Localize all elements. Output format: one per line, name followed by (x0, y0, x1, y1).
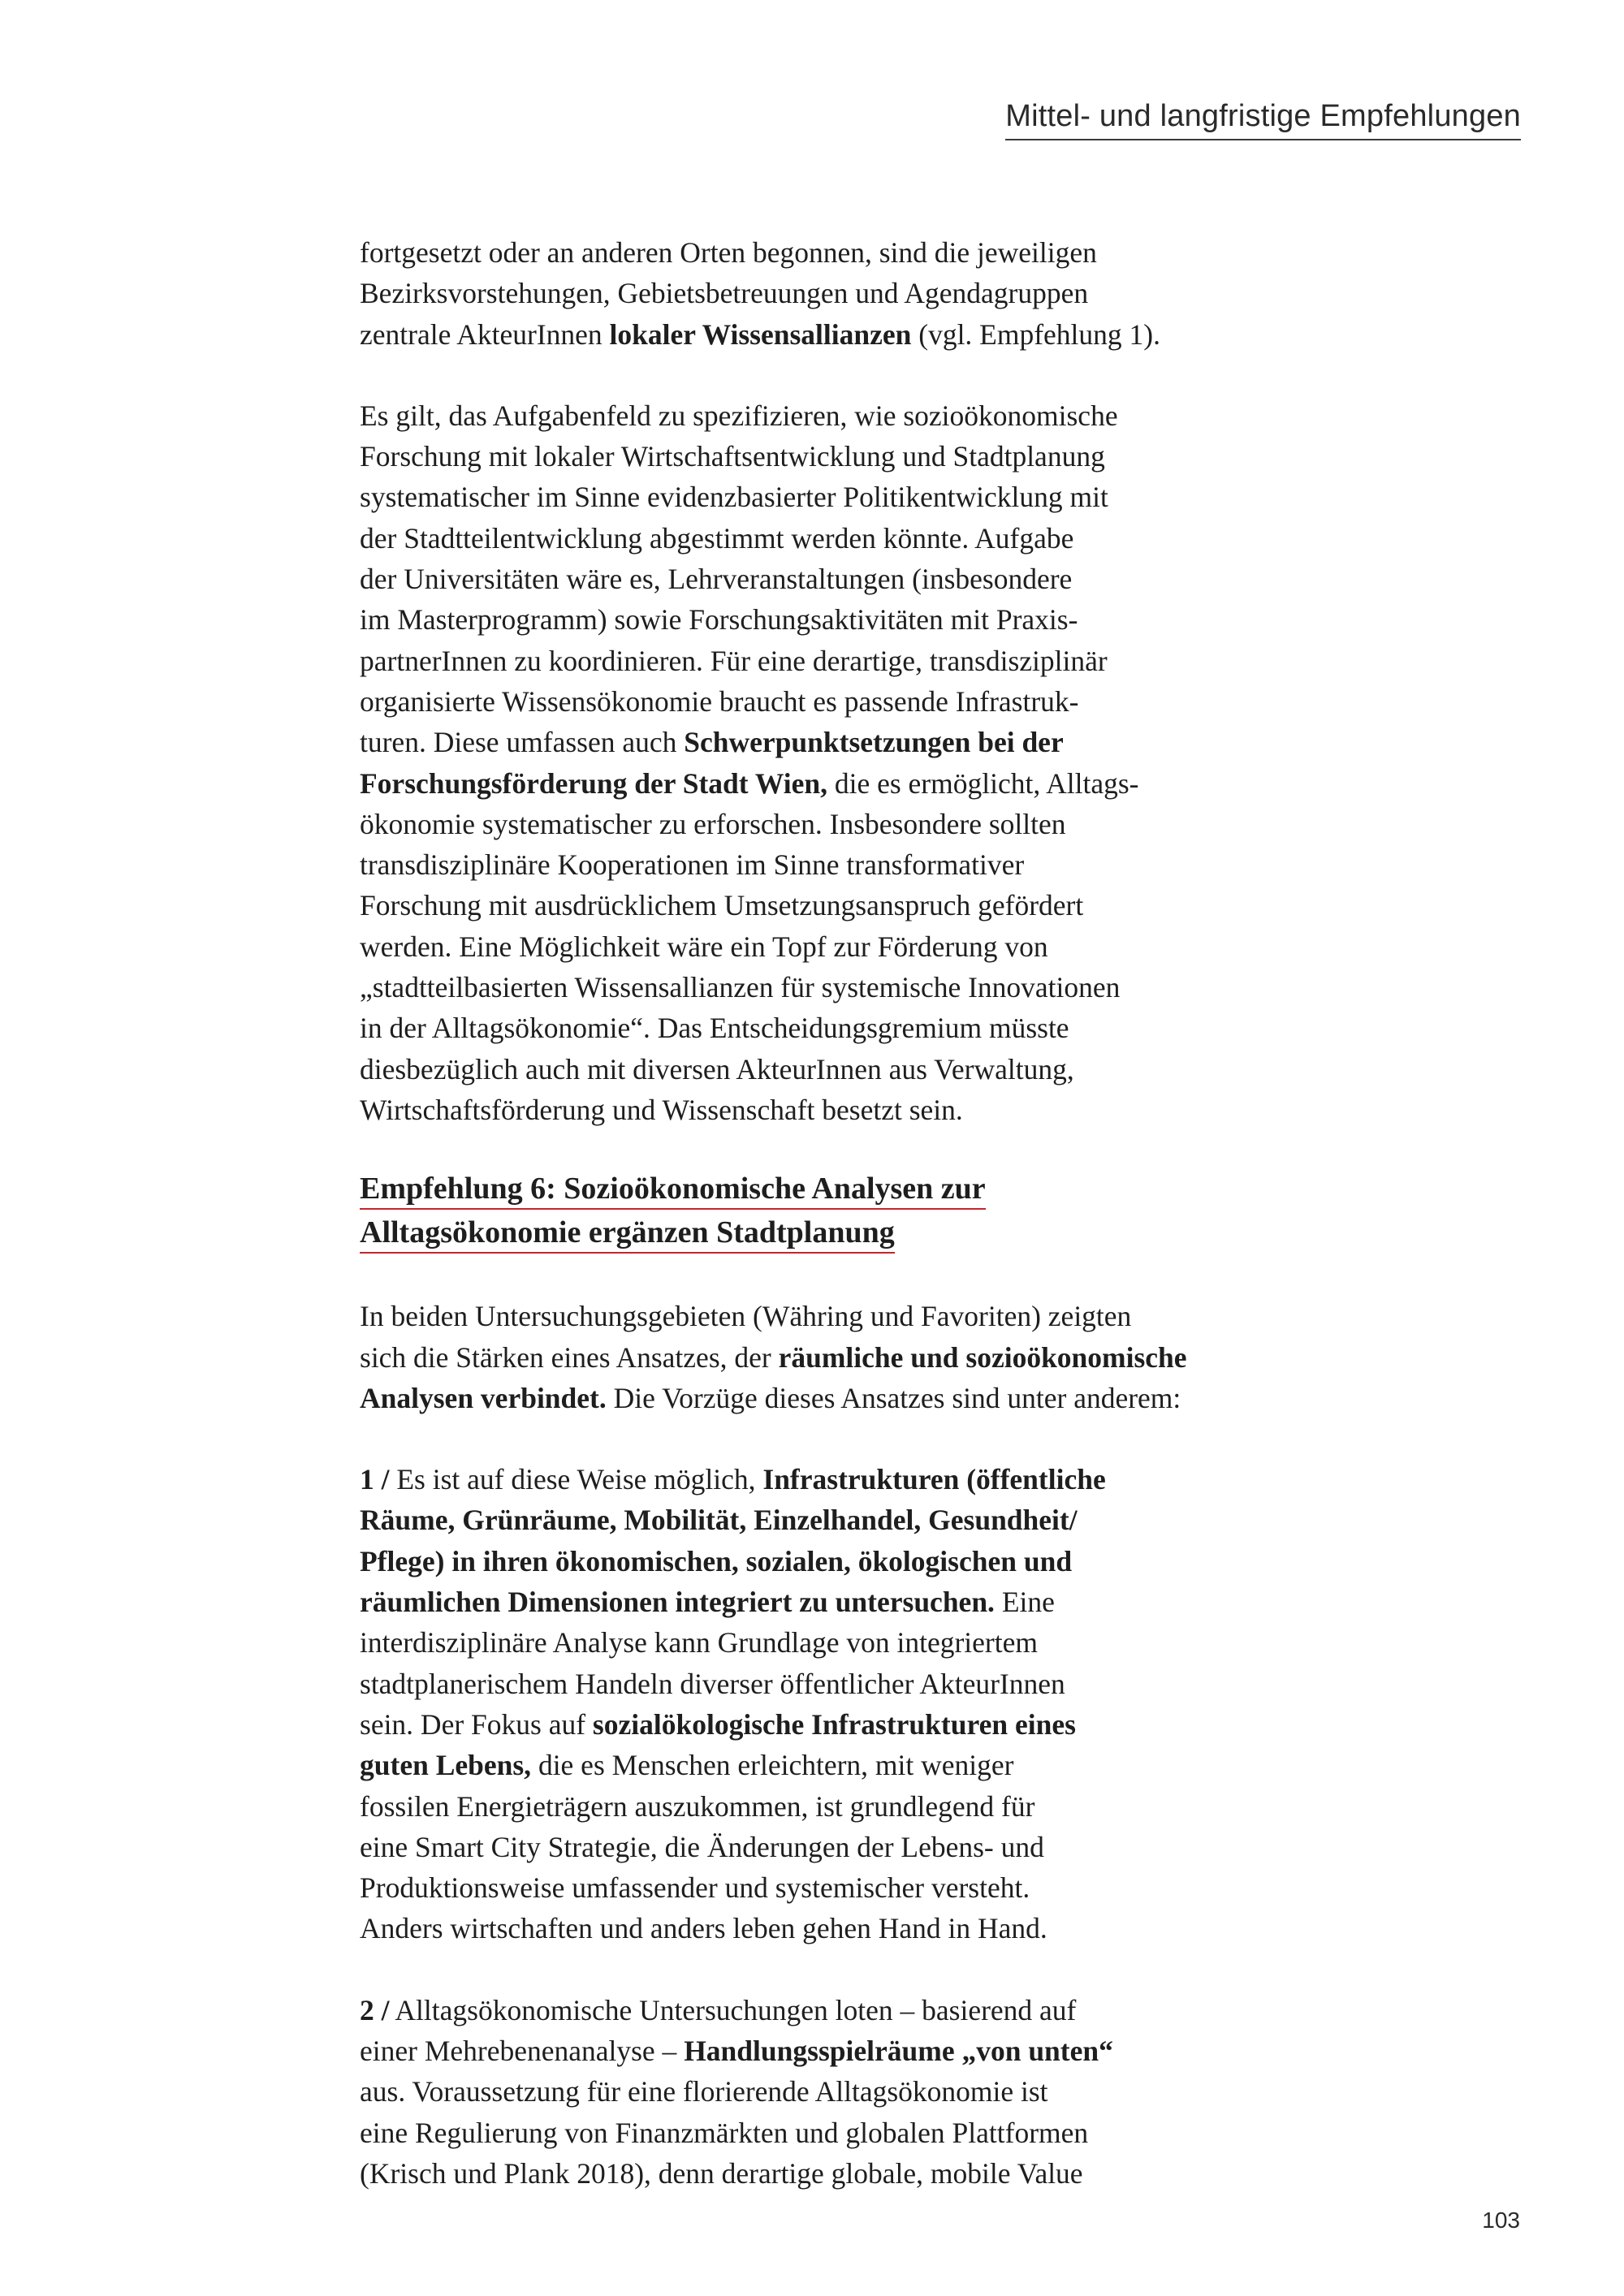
text-line (360, 2031, 1318, 2071)
bold-term: Forschungsförderung der Stadt Wien, (360, 766, 827, 800)
paragraph (360, 1296, 1318, 1418)
text-line: eine Smart City Strategie, die Änderungen der Lebens- und (360, 1830, 1044, 1863)
text-segment: sein. Der Fokus auf (360, 1707, 593, 1741)
point-number: 2 / (360, 1993, 390, 2026)
bold-term: Pflege) in ihren ökonomischen, sozialen, ökologischen und (360, 1544, 1073, 1577)
text-line: aus. Voraussetzung für eine florierende Alltagsökonomie ist (360, 2075, 1048, 2108)
text-line (360, 1500, 1318, 1540)
running-header-title: Mittel- und langfristige Empfehlungen (1005, 99, 1521, 140)
text-segment: (vgl. Empfehlung 1). (911, 317, 1160, 351)
text-line (360, 1745, 1318, 1785)
section-heading (360, 1171, 1318, 1254)
text-line: Wirtschaftsförderung und Wissenschaft besetzt sein. (360, 1093, 963, 1126)
text-line (360, 722, 1318, 762)
text-line (360, 1990, 1318, 2031)
bold-term: Handlungsspielräume „von unten“ (684, 2034, 1113, 2067)
text-line: der Stadtteilentwicklung abgestimmt werden könnte. Aufgabe (360, 521, 1074, 555)
text-segment: Es ist auf diese Weise möglich, (389, 1463, 763, 1496)
paragraph (360, 232, 1318, 355)
text-segment: Die Vorzüge dieses Ansatzes sind unter anderem: (606, 1381, 1181, 1414)
text-line: diesbezüglich auch mit diversen AkteurInnen aus Verwaltung, (360, 1052, 1074, 1085)
heading-line: Empfehlung 6: Sozioökonomische Analysen zur (360, 1171, 986, 1210)
text-line (360, 1704, 1318, 1745)
list-point-2 (360, 1990, 1318, 2194)
text-line (360, 1459, 1318, 1500)
text-line: stadtplanerischem Handeln diverser öffentlicher AkteurInnen (360, 1667, 1065, 1700)
text-line: fortgesetzt oder an anderen Orten begonnen, sind die jeweiligen (360, 236, 1097, 269)
text-line: fossilen Energieträgern auszukommen, ist grundlegend für (360, 1789, 1035, 1823)
text-line: interdisziplinäre Analyse kann Grundlage von integriertem (360, 1626, 1038, 1659)
text-line (360, 763, 1318, 804)
text-segment: einer Mehrebenenanalyse – (360, 2034, 685, 2067)
text-segment: zentrale AkteurInnen (360, 317, 610, 351)
text-line (360, 314, 1318, 355)
bold-term: guten Lebens, (360, 1749, 532, 1782)
body-text (360, 232, 1318, 2234)
text-line: Forschung mit ausdrücklichem Umsetzungsanspruch gefördert (360, 889, 1084, 922)
text-segment: die es ermöglicht, Alltags- (827, 766, 1139, 800)
page-number: 103 (1482, 2208, 1520, 2233)
text-line: systematischer im Sinne evidenzbasierter Politikentwicklung mit (360, 481, 1108, 514)
text-line: (Krisch und Plank 2018), denn derartige globale, mobile Value (360, 2156, 1083, 2190)
text-line: im Masterprogramm) sowie Forschungsaktivitäten mit Praxis- (360, 603, 1078, 637)
text-line: Anders wirtschaften und anders leben gehen Hand in Hand. (360, 1912, 1047, 1945)
text-segment: Alltagsökonomische Untersuchungen loten – basierend auf (389, 1993, 1077, 2026)
bold-term: lokaler Wissensallianzen (609, 317, 912, 351)
text-line: in der Alltagsökonomie“. Das Entscheidungsgremium müsste (360, 1012, 1069, 1045)
text-line: der Universitäten wäre es, Lehrveranstaltungen (insbesondere (360, 563, 1073, 596)
text-line: Bezirksvorstehungen, Gebietsbetreuungen und Agendagruppen (360, 277, 1089, 310)
bold-term: Analysen verbindet. (360, 1381, 607, 1414)
paragraph (360, 395, 1318, 1130)
text-line: werden. Eine Möglichkeit wäre ein Topf zur Förderung von (360, 930, 1048, 963)
text-line: In beiden Untersuchungsgebieten (Währing und Favoriten) zeigten (360, 1300, 1132, 1333)
bold-term: Räume, Grünräume, Mobilität, Einzelhandel, Gesundheit/ (360, 1504, 1078, 1537)
bold-term: sozialökologische Infrastrukturen eines (592, 1707, 1076, 1741)
text-line: transdisziplinäre Kooperationen im Sinne transformativer (360, 848, 1025, 882)
text-segment: turen. Diese umfassen auch (360, 726, 685, 759)
text-line: Forschung mit lokaler Wirtschaftsentwicklung und Stadtplanung (360, 440, 1105, 473)
point-number: 1 / (360, 1463, 390, 1496)
text-segment: sich die Stärken eines Ansatzes, der (360, 1340, 779, 1374)
bold-term: Schwerpunktsetzungen bei der (684, 726, 1064, 759)
bold-term: Infrastrukturen (öffentliche (762, 1463, 1106, 1496)
list-point-1 (360, 1459, 1318, 1949)
bold-term: räumlichen Dimensionen integriert zu untersuchen. (360, 1586, 995, 1619)
text-line: partnerInnen zu koordinieren. Für eine derartige, transdisziplinär (360, 644, 1108, 677)
text-line (360, 1582, 1318, 1622)
text-line: „stadtteilbasierten Wissensallianzen für systemische Innovationen (360, 971, 1121, 1004)
bold-term: räumliche und sozioökonomische (778, 1340, 1187, 1374)
text-line: Es gilt, das Aufgabenfeld zu spezifizieren, wie sozioökonomische (360, 399, 1118, 432)
text-line: eine Regulierung von Finanzmärkten und globalen Plattformen (360, 2116, 1089, 2149)
text-line: Produktionsweise umfassender und systemischer versteht. (360, 1871, 1030, 1905)
text-line (360, 1541, 1318, 1582)
text-line: organisierte Wissensökonomie braucht es passende Infrastruk- (360, 684, 1079, 718)
text-line (360, 1378, 1318, 1418)
text-line: ökonomie systematischer zu erforschen. Insbesondere sollten (360, 807, 1066, 840)
text-segment: Eine (994, 1586, 1055, 1619)
heading-line: Alltagsökonomie ergänzen Stadtplanung (360, 1215, 895, 1254)
text-segment: die es Menschen erleichtern, mit weniger (531, 1749, 1014, 1782)
text-line (360, 1337, 1318, 1378)
